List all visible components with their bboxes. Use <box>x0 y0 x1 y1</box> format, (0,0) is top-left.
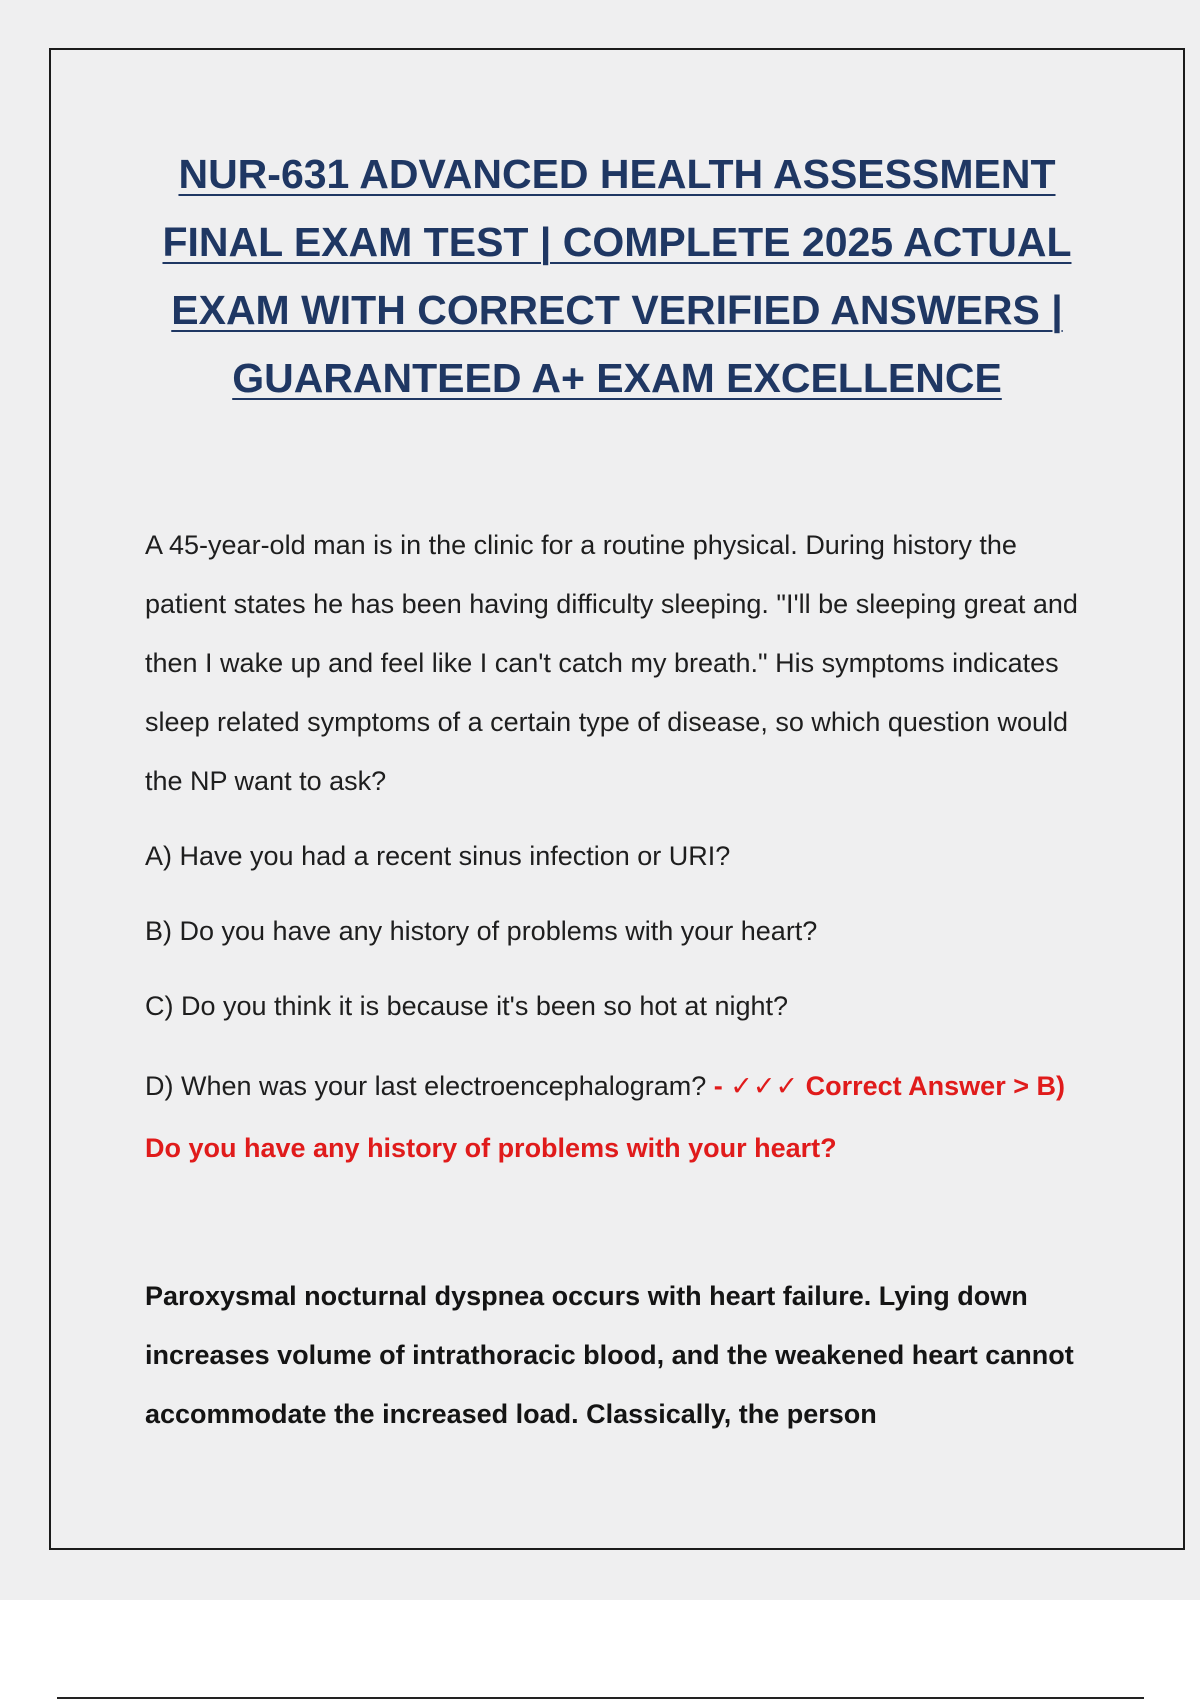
bottom-divider <box>57 1697 1144 1699</box>
option-d-with-answer <box>145 1055 1105 1179</box>
rationale-text: Paroxysmal nocturnal dyspnea occurs with heart failure. Lying down increases volume of intrathoracic blood, and the weakened heart cannot accommodate the increased load. Classically, the person <box>145 1281 1074 1429</box>
question-text: A 45-year-old man is in the clinic for a routine physical. During history the patient states he has been having difficulty sleeping. "I'll be sleeping great and then I wake up and feel like I can't catch my breath." His symptoms indicates sleep related symptoms of a certain type of disease, so which question would the NP want to ask? <box>145 530 1078 796</box>
option-d: D) When was your last electroencephalogram? <box>145 1071 707 1101</box>
document-title-text: NUR-631 ADVANCED HEALTH ASSESSMENT FINAL EXAM TEST | COMPLETE 2025 ACTUAL EXAM WITH CORRECT VERIFIED ANSWERS | GUARANTEED A+ EXAM EXCELLENCE <box>162 151 1072 401</box>
document-title <box>130 140 1104 412</box>
option-a: A) Have you had a recent sinus infection or URI? <box>145 841 731 871</box>
option-b: B) Do you have any history of problems with your heart? <box>145 916 818 946</box>
correct-answer: - ✓✓✓ Correct Answer > B) Do you have any history of problems with your heart? <box>145 1071 1065 1163</box>
option-c: C) Do you think it is because it's been so hot at night? <box>145 991 789 1021</box>
